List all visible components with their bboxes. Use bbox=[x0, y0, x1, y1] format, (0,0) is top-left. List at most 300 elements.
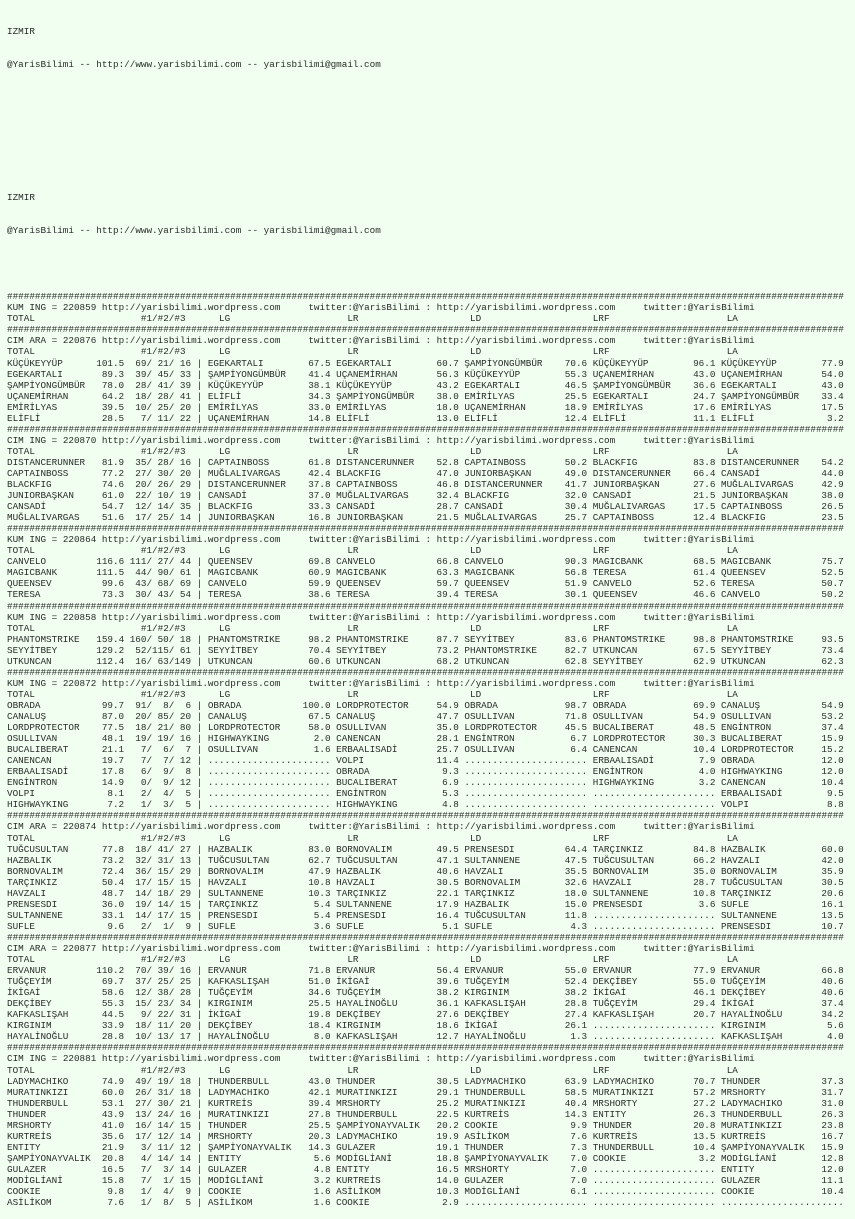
rating-lr-horse: HAVZALI bbox=[336, 876, 376, 888]
placing-count: 52 bbox=[135, 644, 147, 656]
rating-ld-horse: COOKIE bbox=[464, 1119, 498, 1131]
rating-la-score: 66.8 bbox=[821, 965, 844, 977]
rating-lg-horse: KURTREİS bbox=[207, 1097, 253, 1109]
blog-link[interactable]: http://yarisbilimi.wordpress.com bbox=[101, 534, 281, 546]
rating-lr-score: 18.6 bbox=[436, 1020, 459, 1032]
rating-la-horse: KÜÇÜKEYYÜP bbox=[721, 357, 777, 369]
placing-count: 17 bbox=[135, 1130, 147, 1142]
rating-lrf-score: 10.4 bbox=[693, 744, 716, 756]
rating-lrf-horse: HIGHWAYKING bbox=[592, 777, 655, 789]
rating-la-score: 54.9 bbox=[821, 699, 844, 711]
rating-ld-horse: CAPTAINBOSS bbox=[464, 456, 526, 468]
rating-lg-horse: PHANTOMSTRIKE bbox=[207, 633, 281, 645]
rating-lr-horse: İKİGAİ bbox=[336, 976, 370, 988]
rating-lr-horse: SEYYİTBEY bbox=[336, 644, 387, 656]
rating-ld-horse: MURATINKIZI bbox=[464, 1097, 526, 1109]
rating-lr-horse: THUNDERBULL bbox=[336, 1108, 398, 1120]
rating-lrf-score: 12.4 bbox=[693, 512, 716, 524]
column-divider bbox=[191, 888, 208, 899]
rating-lrf-score: 27.2 bbox=[693, 1097, 716, 1109]
rating-lg-score: 14.8 bbox=[308, 412, 331, 424]
blog-link[interactable]: http://yarisbilimi.wordpress.com bbox=[101, 821, 281, 833]
rating-la-horse: MRSHORTY bbox=[721, 1086, 766, 1098]
horse-name: BLACKFIG bbox=[7, 479, 52, 491]
table-row bbox=[7, 645, 855, 656]
rating-lg-score: 58.0 bbox=[308, 722, 331, 734]
rating-lg-empty: ...................... bbox=[207, 755, 331, 767]
horse-name: PRENSESDI bbox=[7, 898, 58, 910]
blog-link[interactable]: http://yarisbilimi.wordpress.com bbox=[436, 534, 616, 546]
rating-lg-score: 42.4 bbox=[308, 467, 331, 479]
placing-count: 3 bbox=[140, 1141, 147, 1153]
placing-count: 19 bbox=[157, 1075, 169, 1087]
rating-ld-horse: PHANTOMSTRIKE bbox=[464, 644, 537, 656]
twitter-handle[interactable]: twitter:@YarisBilimi bbox=[643, 302, 755, 314]
blog-link[interactable]: http://yarisbilimi.wordpress.com bbox=[436, 1053, 616, 1065]
placing-count: 16 bbox=[135, 655, 147, 667]
rating-lr-horse: LORDPROTECTOR bbox=[336, 699, 409, 711]
rating-lr-score: 47.1 bbox=[436, 854, 459, 866]
total-score: 129.2 bbox=[96, 644, 125, 656]
blog-link[interactable]: http://yarisbilimi.wordpress.com bbox=[101, 434, 281, 446]
horse-name: ŞAMPİYONAYVALIK bbox=[7, 1152, 91, 1164]
rating-lr-score: 6.9 bbox=[442, 777, 459, 789]
total-score: 35.6 bbox=[101, 1130, 125, 1142]
rating-la-score: 77.9 bbox=[821, 357, 844, 369]
placing-count: 14 bbox=[135, 909, 147, 921]
contact-line: @YarisBilimi -- http://www.yarisbilimi.com -- yarisbilimi@gmail.com bbox=[7, 59, 381, 71]
placing-count: 9 bbox=[185, 920, 192, 932]
placing-count: 20 bbox=[179, 401, 192, 413]
blog-link[interactable]: http://yarisbilimi.wordpress.com bbox=[436, 302, 616, 314]
rating-ld-score: 1.3 bbox=[570, 1031, 588, 1043]
placing-count: 36 bbox=[135, 865, 147, 877]
rating-lr-horse: VOLPI bbox=[336, 755, 365, 767]
header-ld: LD bbox=[470, 1064, 482, 1076]
rating-ld-score: 14.3 bbox=[564, 1108, 588, 1120]
rating-lg-horse: HAZBALIK bbox=[207, 843, 253, 855]
placing-count: 33 bbox=[179, 368, 192, 380]
twitter-handle[interactable]: twitter:@YarisBilimi bbox=[643, 434, 755, 446]
rating-lrf-score: 21.5 bbox=[693, 490, 716, 502]
blog-link[interactable]: http://yarisbilimi.wordpress.com bbox=[101, 302, 281, 314]
rating-la-score: 73.4 bbox=[821, 644, 844, 656]
rating-lg-score: 1.6 bbox=[313, 1197, 331, 1209]
rating-ld-horse: KIRGINIM bbox=[464, 987, 510, 999]
column-divider bbox=[191, 744, 208, 755]
rating-lrf-horse: ENTITY bbox=[592, 1108, 627, 1120]
rating-ld-horse: THUNDERBULL bbox=[464, 1086, 526, 1098]
rating-la-score: 37.3 bbox=[821, 1075, 844, 1087]
rating-la-horse: THUNDERBULL bbox=[721, 1108, 783, 1120]
horse-name: MAGICBANK bbox=[7, 567, 58, 579]
blog-link[interactable]: http://yarisbilimi.wordpress.com bbox=[101, 335, 281, 347]
rating-ld-score: 32.6 bbox=[564, 876, 588, 888]
horse-name: CAPTAINBOSS bbox=[7, 467, 69, 479]
rating-lrf-score: 10.8 bbox=[693, 887, 716, 899]
rating-la-score: 33.4 bbox=[821, 390, 844, 402]
rating-la-score: 20.6 bbox=[821, 887, 844, 899]
table-row bbox=[7, 965, 855, 976]
rating-lg-score: 38.1 bbox=[308, 379, 331, 391]
placing-count: 20 bbox=[179, 467, 192, 479]
placing-count: 16 bbox=[179, 733, 192, 745]
blog-link[interactable]: http://yarisbilimi.wordpress.com bbox=[101, 1053, 281, 1065]
header-la: LA bbox=[726, 688, 738, 700]
rating-la-score: 54.2 bbox=[821, 456, 844, 468]
rating-ld-score: 46.5 bbox=[564, 379, 588, 391]
rating-lrf-score: 7.9 bbox=[698, 755, 716, 767]
rating-lr-score: 14.0 bbox=[436, 1174, 459, 1186]
horse-name: MUĞLALIVARGAS bbox=[7, 512, 80, 524]
rating-lrf-empty: ...................... bbox=[592, 1197, 716, 1209]
placing-count: 14 bbox=[157, 1119, 169, 1131]
placing-count: 25 bbox=[157, 976, 169, 988]
rating-lr-score: 17.9 bbox=[436, 898, 459, 910]
rating-lg-horse: PRENSESDI bbox=[207, 909, 259, 921]
horse-name: UÇANEMİRHAN bbox=[7, 390, 69, 402]
rating-lg-score: 98.2 bbox=[308, 633, 331, 645]
column-divider bbox=[191, 755, 208, 766]
rating-lg-horse: EGEKARTALI bbox=[207, 357, 264, 369]
rating-la-horse: CAPTAINBOSS bbox=[721, 501, 783, 513]
twitter-handle[interactable]: twitter:@YarisBilimi bbox=[308, 335, 420, 347]
twitter-handle[interactable]: twitter:@YarisBilimi bbox=[308, 434, 420, 446]
placing-count: 1 bbox=[163, 920, 169, 932]
rating-ld-score: 71.8 bbox=[564, 711, 588, 722]
rating-la-horse: MAGICBANK bbox=[721, 556, 772, 568]
rating-ld-horse: TUĞÇEYİM bbox=[464, 976, 510, 988]
horse-name: HAVZALI bbox=[7, 887, 47, 899]
blog-link[interactable]: http://yarisbilimi.wordpress.com bbox=[436, 677, 616, 689]
table-row bbox=[7, 844, 855, 855]
rating-lrf-empty: ...................... bbox=[592, 909, 716, 921]
rating-la-horse: CANVELO bbox=[721, 589, 761, 601]
blog-link[interactable]: http://yarisbilimi.wordpress.com bbox=[436, 434, 616, 446]
rating-ld-score: 63.9 bbox=[564, 1075, 588, 1087]
rating-ld-horse: SEYYİTBEY bbox=[464, 633, 515, 645]
rating-lg-horse: MUĞLALIVARGAS bbox=[207, 467, 281, 479]
placing-count: 44 bbox=[179, 556, 192, 568]
twitter-handle[interactable]: twitter:@YarisBilimi bbox=[643, 821, 755, 833]
placing-count: 22 bbox=[179, 412, 192, 424]
twitter-handle[interactable]: twitter:@YarisBilimi bbox=[643, 677, 755, 689]
rating-lg-score: 10.8 bbox=[308, 876, 331, 888]
rating-lr-horse: ELİFLİ bbox=[336, 412, 370, 424]
blog-link[interactable]: http://yarisbilimi.wordpress.com bbox=[101, 611, 281, 623]
placing-count: 16 bbox=[179, 357, 192, 369]
rating-la-score: 8.8 bbox=[827, 799, 844, 811]
rating-ld-score: 6.1 bbox=[570, 1186, 588, 1198]
twitter-handle[interactable]: twitter:@YarisBilimi bbox=[308, 534, 420, 546]
rating-lr-score: 5.1 bbox=[442, 920, 459, 932]
placing-count: 90 bbox=[157, 567, 169, 579]
rating-la-horse: KURTREİS bbox=[721, 1130, 766, 1142]
placing-count: 12 bbox=[135, 987, 147, 999]
placing-count: 4 bbox=[163, 1186, 169, 1198]
column-divider bbox=[191, 634, 208, 645]
rating-lg-horse: ELİFLİ bbox=[207, 390, 242, 402]
twitter-handle[interactable]: twitter:@YarisBilimi bbox=[308, 1053, 420, 1065]
rating-lrf-score: 48.5 bbox=[693, 722, 716, 734]
table-row bbox=[7, 921, 855, 932]
separator-line: ###################################################################################################################################################### bbox=[7, 291, 844, 303]
rating-lg-horse: QUEENSEV bbox=[207, 556, 253, 568]
column-divider bbox=[191, 1131, 208, 1142]
contact-line: @YarisBilimi -- http://www.yarisbilimi.com -- yarisbilimi@gmail.com bbox=[7, 224, 381, 236]
rating-la-score: 42.9 bbox=[821, 479, 844, 491]
race-type: KUM ING bbox=[7, 534, 47, 546]
horse-name: ASİLİKOM bbox=[7, 1197, 52, 1209]
total-score: 60.0 bbox=[101, 1086, 125, 1098]
total-score: 21.1 bbox=[101, 744, 125, 756]
placing-count: 15 bbox=[157, 865, 169, 877]
rating-ld-score: 7.0 bbox=[570, 1174, 588, 1186]
placing-count: 18 bbox=[179, 633, 192, 645]
header-total: TOTAL bbox=[7, 545, 35, 557]
rating-la-horse: LORDPROTECTOR bbox=[721, 744, 794, 756]
total-score: 72.4 bbox=[101, 865, 125, 877]
header-total: TOTAL bbox=[7, 688, 35, 700]
blog-link[interactable]: http://yarisbilimi.wordpress.com bbox=[101, 677, 281, 689]
column-divider bbox=[191, 391, 208, 402]
rating-la-score: 4.0 bbox=[826, 1031, 844, 1043]
blank-line bbox=[7, 258, 855, 269]
rating-lrf-score: 57.2 bbox=[693, 1086, 716, 1098]
rating-lrf-horse: BORNOVALIM bbox=[592, 865, 649, 877]
column-divider bbox=[191, 722, 208, 733]
placing-count: 20 bbox=[179, 1020, 192, 1032]
header-total: TOTAL bbox=[7, 313, 35, 325]
placing-count: 15 bbox=[179, 909, 192, 921]
rating-lg-score: 4.8 bbox=[313, 1163, 331, 1175]
placing-count: 26 bbox=[135, 1086, 147, 1098]
blog-link[interactable]: http://yarisbilimi.wordpress.com bbox=[101, 942, 281, 954]
rating-lrf-score: 52.6 bbox=[693, 578, 716, 590]
rating-lg-horse: ŞAMPİYONGÜMBÜR bbox=[207, 368, 286, 380]
rating-lr-horse: THUNDER bbox=[336, 1075, 376, 1087]
rating-lrf-score: 69.9 bbox=[693, 699, 716, 711]
rating-lr-score: 2.9 bbox=[442, 1197, 459, 1209]
separator-line: ###################################################################################################################################################### bbox=[7, 1042, 844, 1054]
rating-lg-score: 1.6 bbox=[313, 1186, 331, 1198]
rating-ld-horse: LORDPROTECTOR bbox=[464, 722, 537, 734]
rating-lrf-empty: ...................... bbox=[592, 1163, 716, 1175]
rating-lrf-score: 36.6 bbox=[693, 379, 716, 391]
rating-lrf-horse: DISTANCERUNNER bbox=[592, 467, 671, 479]
rating-lr-horse: HAZBALIK bbox=[336, 865, 381, 877]
header-lrf: LRF bbox=[592, 954, 610, 966]
rating-ld-score: 27.4 bbox=[564, 1009, 588, 1021]
rating-ld-score: 38.2 bbox=[564, 987, 588, 999]
race-block bbox=[7, 667, 855, 811]
placing-count: 85 bbox=[157, 711, 169, 722]
table-row bbox=[7, 766, 855, 777]
table-row bbox=[7, 1109, 855, 1120]
header-lrf: LRF bbox=[592, 688, 610, 700]
blog-link[interactable]: http://yarisbilimi.wordpress.com bbox=[436, 821, 616, 833]
total-score: 14.9 bbox=[101, 777, 125, 789]
column-header-row bbox=[7, 1065, 855, 1076]
rating-lrf-horse: OBRADA bbox=[592, 699, 627, 711]
rating-lrf-score: 66.4 bbox=[693, 467, 716, 479]
header-ld: LD bbox=[470, 688, 482, 700]
horse-name: MURATINKIZI bbox=[7, 1086, 69, 1098]
horse-name: DEKÇİBEY bbox=[7, 998, 52, 1010]
rating-la-horse: EMİRİLYAS bbox=[721, 401, 772, 413]
rating-ld-empty: ...................... bbox=[464, 1197, 588, 1209]
total-score: 39.5 bbox=[101, 401, 125, 413]
rating-ld-score: 28.8 bbox=[564, 998, 588, 1010]
horse-name: UTKUNCAN bbox=[7, 655, 52, 667]
total-score: 78.0 bbox=[101, 379, 125, 391]
rating-lr-horse: JUNIORBAŞKAN bbox=[336, 512, 404, 524]
race-block bbox=[7, 523, 855, 600]
rating-lrf-score: 29.4 bbox=[693, 998, 716, 1010]
rating-lr-score: 59.7 bbox=[436, 578, 459, 590]
rating-lrf-horse: PHANTOMSTRIKE bbox=[592, 633, 666, 645]
rating-lg-empty: ...................... bbox=[207, 777, 331, 789]
table-row bbox=[7, 413, 855, 424]
rating-la-score: 37.4 bbox=[821, 722, 844, 734]
header-lrf: LRF bbox=[592, 832, 610, 844]
rating-lg-horse: CANSADİ bbox=[207, 490, 247, 502]
blog-link[interactable]: http://yarisbilimi.wordpress.com bbox=[436, 942, 616, 954]
twitter-handle[interactable]: twitter:@YarisBilimi bbox=[643, 611, 755, 623]
twitter-handle[interactable]: twitter:@YarisBilimi bbox=[308, 942, 420, 954]
race-type: CIM ARA bbox=[7, 335, 47, 347]
placing-count: 61 bbox=[179, 644, 192, 656]
placing-count: 115 bbox=[152, 644, 169, 656]
rating-lrf-empty: ...................... bbox=[592, 1186, 716, 1198]
rating-lr-horse: LADYMACHIKO bbox=[336, 1130, 398, 1142]
placing-count: 8 bbox=[185, 766, 192, 778]
twitter-handle[interactable]: twitter:@YarisBilimi bbox=[308, 611, 420, 623]
race-block bbox=[7, 810, 855, 932]
placing-count: 7 bbox=[140, 744, 147, 756]
horse-name: SEYYİTBEY bbox=[7, 644, 58, 656]
twitter-handle[interactable]: twitter:@YarisBilimi bbox=[308, 821, 420, 833]
twitter-handle[interactable]: twitter:@YarisBilimi bbox=[308, 677, 420, 689]
twitter-handle[interactable]: twitter:@YarisBilimi bbox=[308, 302, 420, 314]
rating-lg-horse: LADYMACHIKO bbox=[207, 1086, 270, 1098]
total-score: 58.6 bbox=[101, 987, 125, 999]
placing-count: 91 bbox=[135, 699, 147, 711]
placing-count: 12 bbox=[157, 1130, 169, 1142]
header-la: LA bbox=[726, 832, 738, 844]
blog-link[interactable]: http://yarisbilimi.wordpress.com bbox=[436, 335, 616, 347]
rating-lg-score: 69.8 bbox=[308, 556, 331, 568]
rating-lr-horse: DEKÇİBEY bbox=[336, 1009, 381, 1021]
rating-la-score: 11.1 bbox=[821, 1174, 844, 1186]
rating-lrf-score: 3.2 bbox=[698, 777, 716, 789]
rating-la-horse: ENGİNTRON bbox=[721, 722, 772, 734]
horse-name: ENGİNTRON bbox=[7, 777, 58, 789]
twitter-handle[interactable]: twitter:@YarisBilimi bbox=[643, 942, 755, 954]
column-divider bbox=[191, 413, 208, 424]
rating-ld-score: 64.4 bbox=[564, 843, 588, 855]
rating-lrf-score: 3.6 bbox=[698, 898, 716, 910]
rating-lr-horse: ŞAMPİYONGÜMBÜR bbox=[336, 390, 415, 402]
rating-la-score: 31.0 bbox=[821, 1097, 844, 1109]
rating-lrf-horse: MUĞLALIVARGAS bbox=[592, 501, 666, 513]
rating-ld-score: 70.6 bbox=[564, 357, 588, 369]
column-divider bbox=[191, 578, 208, 589]
rating-la-horse: BORNOVALIM bbox=[721, 865, 777, 877]
rating-lrf-score: 17.5 bbox=[693, 501, 716, 513]
rating-lg-score: 34.3 bbox=[308, 390, 331, 402]
rating-la-horse: TUĞCUSULTAN bbox=[721, 876, 783, 888]
rating-lr-score: 29.1 bbox=[436, 1086, 459, 1098]
placing-count: 1 bbox=[140, 799, 147, 811]
placing-count: 25 bbox=[179, 976, 192, 988]
column-divider bbox=[191, 556, 208, 567]
rating-ld-horse: ASİLİKOM bbox=[464, 1130, 510, 1142]
rating-ld-score: 35.5 bbox=[564, 865, 588, 877]
rating-lrf-horse: İKİGAİ bbox=[592, 987, 627, 999]
placing-count: 44 bbox=[135, 567, 147, 579]
twitter-handle[interactable]: twitter:@YarisBilimi bbox=[643, 534, 755, 546]
placing-count: 11 bbox=[157, 412, 169, 424]
placing-count: 12 bbox=[179, 1141, 192, 1153]
header-placings: #1/#2/#3 bbox=[140, 832, 186, 844]
rating-lrf-horse: BLACKFIG bbox=[592, 456, 638, 468]
twitter-handle[interactable]: twitter:@YarisBilimi bbox=[643, 335, 755, 347]
rating-lr-horse: KAFKASLIŞAH bbox=[336, 1031, 398, 1043]
blog-link[interactable]: http://yarisbilimi.wordpress.com bbox=[436, 611, 616, 623]
total-score: 73.3 bbox=[101, 589, 125, 601]
rating-lr-score: 19.1 bbox=[436, 1141, 459, 1153]
race-block bbox=[7, 1042, 855, 1208]
column-divider bbox=[191, 700, 208, 711]
rating-ld-horse: BLACKFIG bbox=[464, 490, 510, 502]
header-lg: LG bbox=[219, 954, 231, 966]
rating-la-horse: MUĞLALIVARGAS bbox=[721, 479, 794, 491]
placing-count: 18 bbox=[135, 390, 147, 402]
race-id: 220864 bbox=[62, 534, 97, 546]
rating-la-score: 23.8 bbox=[821, 1119, 844, 1131]
rating-lg-score: 41.4 bbox=[308, 368, 331, 380]
total-score: 110.2 bbox=[96, 965, 125, 977]
total-score: 54.7 bbox=[101, 501, 125, 513]
placing-count: 35 bbox=[179, 501, 192, 513]
rating-ld-horse: SUFLE bbox=[464, 920, 493, 932]
placing-count: 28 bbox=[157, 390, 169, 402]
rating-lrf-horse: CANENCAN bbox=[592, 744, 638, 756]
rating-lg-score: 18.4 bbox=[308, 1020, 331, 1032]
race-block bbox=[7, 932, 855, 1042]
rating-lr-score: 56.4 bbox=[436, 965, 459, 977]
header-lrf: LRF bbox=[592, 346, 610, 358]
rating-la-score: 13.5 bbox=[821, 909, 844, 921]
rating-lg-score: 37.0 bbox=[308, 490, 331, 502]
twitter-handle[interactable]: twitter:@YarisBilimi bbox=[643, 1053, 755, 1065]
placing-count: 7 bbox=[140, 1163, 147, 1175]
table-row bbox=[7, 479, 855, 490]
header-lr: LR bbox=[347, 688, 359, 700]
rating-lg-score: 25.5 bbox=[308, 998, 331, 1010]
race-type: CIM ARA bbox=[7, 821, 47, 833]
total-score: 9.6 bbox=[107, 920, 125, 932]
placing-count: 27 bbox=[157, 556, 169, 568]
placing-count: 70 bbox=[135, 965, 147, 977]
rating-lr-score: 16.4 bbox=[436, 909, 459, 921]
rating-lr-horse: CANALUŞ bbox=[336, 711, 376, 722]
placing-count: 149 bbox=[174, 655, 192, 667]
column-header-row bbox=[7, 623, 855, 634]
placing-count: 41 bbox=[157, 843, 169, 855]
rating-la-score: 16.7 bbox=[821, 1130, 844, 1142]
